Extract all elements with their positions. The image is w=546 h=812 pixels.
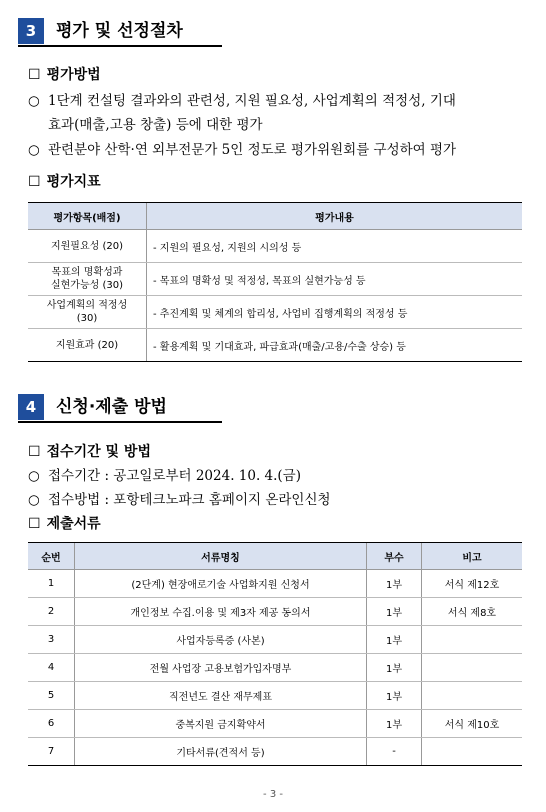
table-cell <box>422 654 523 682</box>
table-cell: 전월 사업장 고용보험가입자명부 <box>75 654 367 682</box>
circle-bullet-icon: ○ <box>28 142 40 158</box>
table-header-row <box>28 203 522 230</box>
circle-bullet-icon: ○ <box>28 468 40 484</box>
checkbox-square-icon: ☐ <box>28 516 41 532</box>
bullet-item: ○ 관련분야 산학·연 외부전문가 5인 정도로 평가위원회를 구성하여 평가 <box>28 142 457 158</box>
bullet-item: ○ 접수기간 : 공고일로부터 2024. 10. 4.(금) <box>28 468 301 484</box>
table-cell: 1부 <box>367 710 422 738</box>
method-heading: ☐ 평가방법 <box>28 67 101 83</box>
checkbox-square-icon: ☐ <box>28 174 41 190</box>
table-cell: 1부 <box>367 570 422 598</box>
table-cell <box>422 738 523 766</box>
section-number: 4 <box>18 394 44 420</box>
bullet-continuation: 효과(매출,고용 창출) 등에 대한 평가 <box>48 117 263 133</box>
bullet-item: ○ 1단계 컨설팅 결과와의 관련성, 지원 필요성, 사업계획의 적정성, 기대 <box>28 93 456 109</box>
table-cell: (2단계) 현장애로기술 사업화지원 신청서 <box>75 570 367 598</box>
table-cell: - 지원의 필요성, 지원의 시의성 등 <box>147 230 523 263</box>
table-cell: 지원효과 (20) <box>28 329 147 362</box>
table-cell: 서식 제12호 <box>422 570 523 598</box>
table-row <box>28 738 522 766</box>
table-cell: 5 <box>28 682 75 710</box>
table-cell: 개인정보 수집.이용 및 제3자 제공 동의서 <box>75 598 367 626</box>
table-cell <box>422 682 523 710</box>
table-cell: 1부 <box>367 598 422 626</box>
evaluation-table <box>28 202 522 362</box>
table-cell: - 활용계획 및 기대효과, 파급효과(매출/고용/수출 상승) 등 <box>147 329 523 362</box>
table-cell: 3 <box>28 626 75 654</box>
table-cell: 7 <box>28 738 75 766</box>
table-cell: - <box>367 738 422 766</box>
table-cell: 1부 <box>367 654 422 682</box>
section-underline <box>18 421 222 423</box>
table-row <box>28 710 522 738</box>
section-number: 3 <box>18 18 44 44</box>
table-header: 순번 <box>28 543 75 570</box>
table-cell: 서식 제8호 <box>422 598 523 626</box>
table-header: 평가내용 <box>147 203 523 230</box>
table-cell: 서식 제10호 <box>422 710 523 738</box>
table-row <box>28 570 522 598</box>
table-cell: 4 <box>28 654 75 682</box>
table-cell: 2 <box>28 598 75 626</box>
table-cell: 6 <box>28 710 75 738</box>
table-cell: 1 <box>28 570 75 598</box>
table-cell: 사업계획의 적정성 (30) <box>28 296 147 329</box>
table-header: 서류명칭 <box>75 543 367 570</box>
table-cell: 지원필요성 (20) <box>28 230 147 263</box>
table-header: 평가항목(배점) <box>28 203 147 230</box>
table-cell: - 목표의 명확성 및 적정성, 목표의 실현가능성 등 <box>147 263 523 296</box>
table-row <box>28 682 522 710</box>
table-row <box>28 626 522 654</box>
page-number: - 3 - <box>263 789 283 800</box>
bullet-item: ○ 접수방법 : 포항테크노파크 홈페이지 온라인신청 <box>28 492 331 508</box>
table-header-row <box>28 543 522 570</box>
table-row <box>28 230 522 263</box>
table-cell: 사업자등록증 (사본) <box>75 626 367 654</box>
period-heading: ☐ 접수기간 및 방법 <box>28 444 151 460</box>
table-row <box>28 329 522 362</box>
table-cell: 중복지원 금지확약서 <box>75 710 367 738</box>
section-underline <box>18 45 222 47</box>
table-cell: 목표의 명확성과 실현가능성 (30) <box>28 263 147 296</box>
documents-table <box>28 542 522 766</box>
index-heading: ☐ 평가지표 <box>28 174 101 190</box>
checkbox-square-icon: ☐ <box>28 67 41 83</box>
table-cell: 직전년도 결산 재무제표 <box>75 682 367 710</box>
circle-bullet-icon: ○ <box>28 93 40 109</box>
section-4-header <box>18 394 222 423</box>
table-cell: 기타서류(견적서 등) <box>75 738 367 766</box>
section-3-header <box>18 18 222 47</box>
section-title: 신청·제출 방법 <box>56 397 167 417</box>
table-header: 부수 <box>367 543 422 570</box>
table-cell <box>422 626 523 654</box>
table-row <box>28 598 522 626</box>
section-title: 평가 및 선정절차 <box>56 21 183 41</box>
docs-heading: ☐ 제출서류 <box>28 516 101 532</box>
table-row <box>28 296 522 329</box>
table-row <box>28 654 522 682</box>
table-header: 비고 <box>422 543 523 570</box>
table-row <box>28 263 522 296</box>
circle-bullet-icon: ○ <box>28 492 40 508</box>
checkbox-square-icon: ☐ <box>28 444 41 460</box>
table-cell: 1부 <box>367 682 422 710</box>
table-cell: - 추진계획 및 체계의 합리성, 사업비 집행계획의 적정성 등 <box>147 296 523 329</box>
table-cell: 1부 <box>367 626 422 654</box>
